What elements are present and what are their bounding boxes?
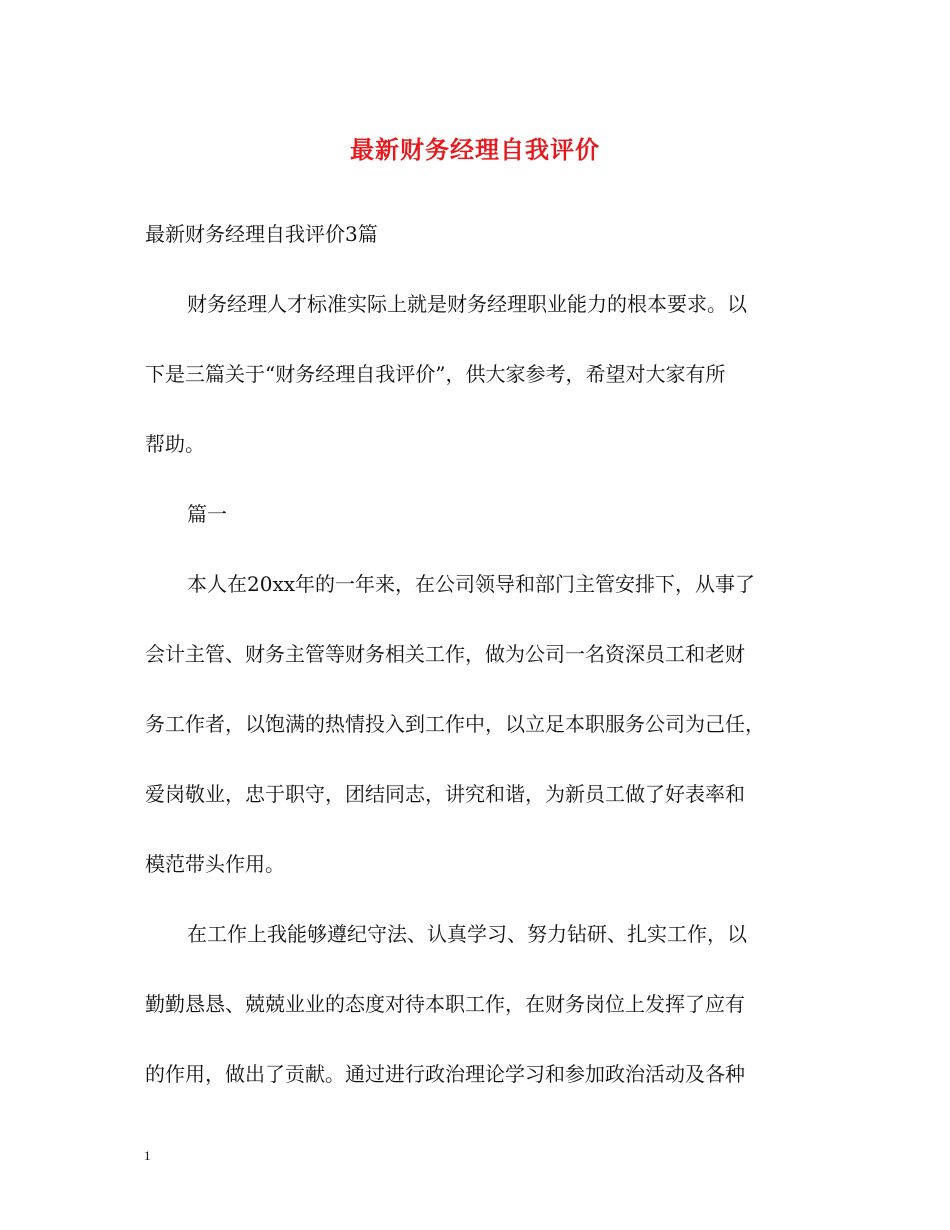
paragraph-line: 帮助。: [145, 432, 205, 456]
paragraph-line: 下是三篇关于“财务经理自我评价”，供大家参考，希望对大家有所: [145, 362, 726, 386]
document-body: [145, 216, 805, 1126]
paragraph-line: 在工作上我能够遵纪守法、认真学习、努力钻研、扎实工作，以: [187, 922, 747, 946]
paragraph-line: 模范带头作用。: [145, 852, 285, 876]
section-heading: 篇一: [187, 502, 227, 526]
paragraph-line: 会计主管、财务主管等财务相关工作，做为公司一名资深员工和老财: [145, 642, 745, 666]
paragraph-line: 财务经理人才标准实际上就是财务经理职业能力的根本要求。以: [187, 292, 747, 316]
paragraph-line: 本人在20xx年的一年来，在公司领导和部门主管安排下，从事了: [187, 572, 756, 596]
paragraph-line: 务工作者，以饱满的热情投入到工作中，以立足本职服务公司为己任，: [145, 712, 765, 736]
paragraph-line: 勤勤恳恳、兢兢业业的态度对待本职工作，在财务岗位上发挥了应有: [145, 992, 745, 1016]
page-number: 1: [144, 1148, 151, 1163]
document-title: 最新财务经理自我评价: [350, 135, 600, 164]
paragraph-line: 的作用，做出了贡献。通过进行政治理论学习和参加政治活动及各种: [145, 1062, 745, 1086]
paragraph-line: 爱岗敬业，忠于职守，团结同志，讲究和谐，为新员工做了好表率和: [145, 782, 745, 806]
subtitle-line: 最新财务经理自我评价3篇: [145, 222, 378, 246]
